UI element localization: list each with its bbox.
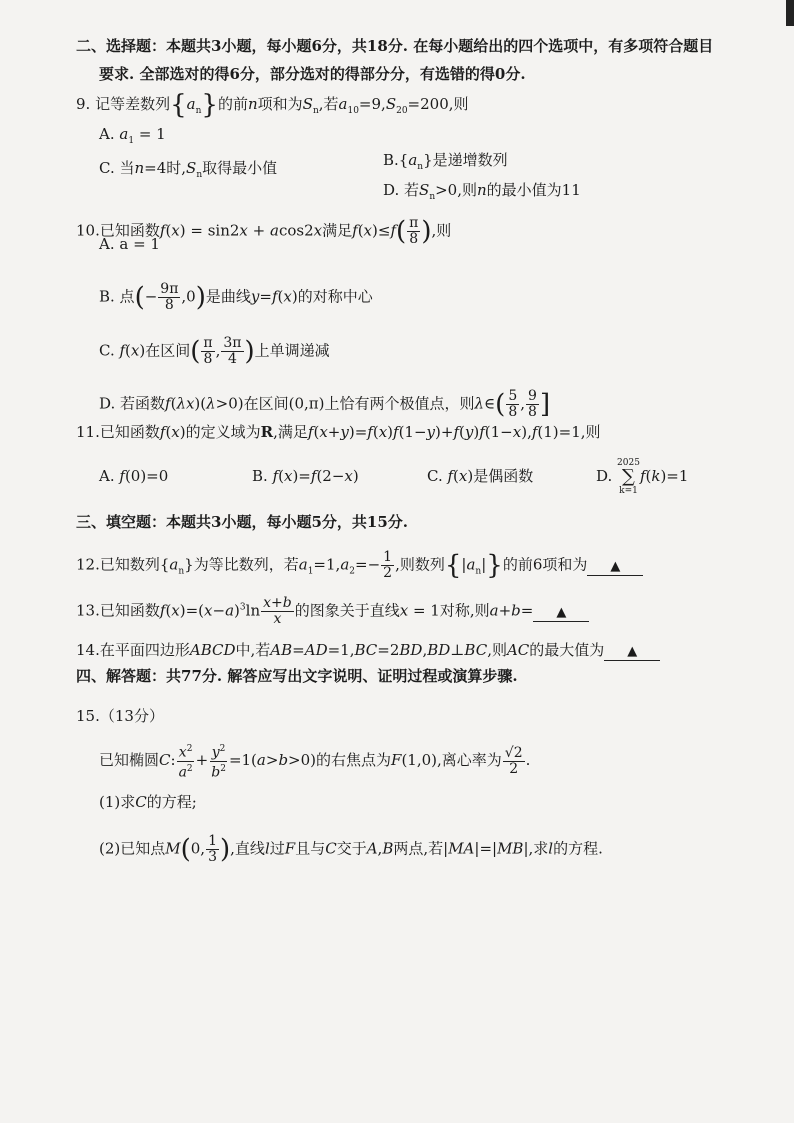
q12-answer-blank[interactable]: ▲ — [587, 559, 643, 576]
question-11: 11.已知函数f(x)的定义域为R,满足f(x+y)=f(x)f(1−y)+f(y)f(1−x),f(1)=1,则 — [76, 423, 601, 441]
question-9: 9. 记等差数列$\{a_n\}$的前n项和为$S_n$,若$a_{10}=9,S_{20}=200$,则 — [76, 90, 469, 120]
q15-part-1: (1)求C的方程; — [99, 793, 197, 811]
section-header-solutions: 四、解答题：共77分. 解答应写出文字说明、证明过程或演算步骤. — [76, 667, 518, 685]
q13-answer-blank[interactable]: ▲ — [533, 605, 589, 622]
corner-mark — [786, 0, 794, 26]
question-12: 12.已知数列$\{a_n\}$为等比数列，若$a_1=1,a_2=-$ $\frac{1}{2}$ ,则数列$\{|a_n|\}$的前6项和为 ▲ — [76, 550, 643, 582]
q10-option-b: B. 点(− $\frac{9\pi}{8}$ ,0)是曲线y=f(x)的对称中心 — [99, 281, 373, 313]
q9-option-c: C. 当n=4时$,S_n$取得最小值 — [99, 159, 278, 180]
q10-option-d: D. 若函数f(λx)(λ>0)在区间(0,π)上恰有两个极值点，则λ∈( $\frac{5}{8}$ , $\frac{9}{8}$ ] — [99, 388, 551, 420]
q10-option-a: A. a = 1 — [99, 235, 160, 253]
q9-option-a: A. $a_1 = 1$ — [99, 125, 166, 146]
q11-option-a: A. f(0)=0 — [99, 467, 169, 485]
section-header-fill-in: 三、填空题：本题共3小题，每小题5分，共15分. — [76, 513, 408, 531]
question-14: 14.在平面四边形ABCD中,若AB=AD=1,BC=2BD,BD⊥BC,则AC的最大值为 ▲ — [76, 640, 660, 661]
q11-option-b: B. f(x)=f(2−x) — [252, 467, 359, 485]
question-15-title: 15.（13分） — [76, 707, 164, 725]
q11-option-c: C. f(x)是偶函数 — [427, 467, 534, 485]
q9-number: 9. — [76, 95, 91, 113]
q9-option-b: $B.\{a_n\}$是递增数列 — [383, 151, 508, 172]
q9-option-d: D. 若$S_n>0$,则n的最小值为11 — [383, 181, 581, 202]
q11-option-d: D. 2025 ∑ k=1 f(k)=1 — [596, 458, 689, 496]
question-13: 13.已知函数$f(x)=(x-a)^3\ln$ $\frac{x+b}{x}$ 的图象关于直线x = 1对称,则a+b= ▲ — [76, 596, 589, 627]
q15-part-2: (2)已知点M(0, $\frac{1}{3}$ ),直线l过F且与C交于A,B两点,若|MA|=|MB|,求l的方程. — [99, 833, 603, 865]
section-instructions: 要求. 全部选对的得6分，部分选对的得部分分，有选错的得0分. — [99, 65, 526, 83]
q14-answer-blank[interactable]: ▲ — [604, 644, 660, 661]
question-10: 10.已知函数f(x) = sin2x + acos2x满足f(x)≤f( $\frac{\pi}{8}$ ),则 — [76, 215, 452, 247]
section-header-multiple-choice: 二、选择题：本题共3小题，每小题6分，共18分. 在每小题给出的四个选项中，有多项符合题目 — [76, 37, 714, 55]
q10-option-c: C. f(x)在区间( $\frac{\pi}{8}$ , $\frac{3\pi}{4}$ )上单调递减 — [99, 335, 330, 367]
question-15-stem: 已知椭圆C: $\frac{x^2}{a^2}$ + $\frac{y^2}{b^2}$ =1(a>b>0)的右焦点为F(1,0),离心率为 $\frac{√2}{2}$ . — [99, 744, 531, 781]
